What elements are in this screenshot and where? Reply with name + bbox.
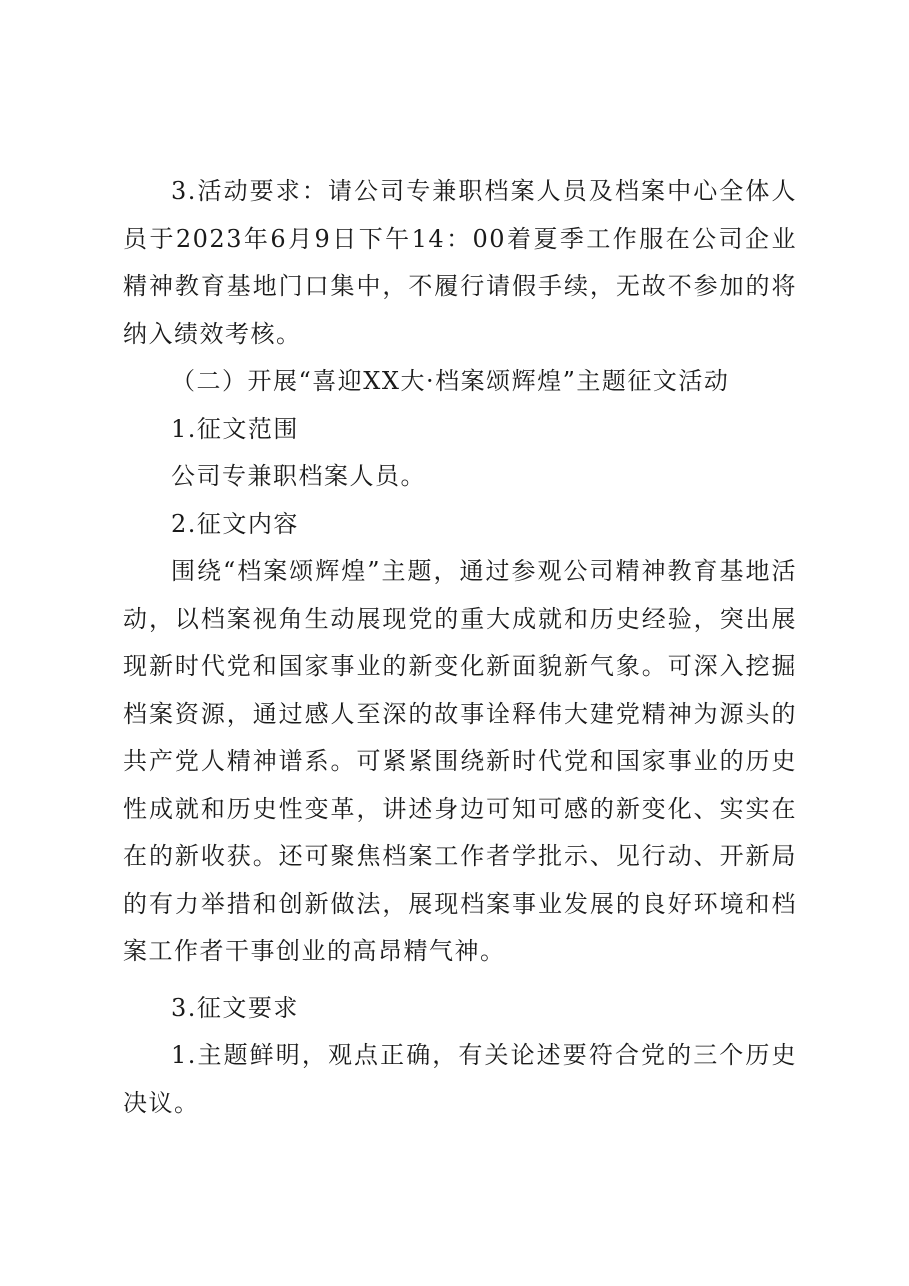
subheading-essay-scope: 1.征文范围	[171, 414, 299, 443]
document-body	[123, 168, 797, 1127]
paragraph-essay-content: 围绕“档案颂辉煌”主题，通过参观公司精神教育基地活动，以档案视角生动展现党的重大成就和历史经验，突出展现新时代党和国家事业的新变化新面貌新气象。可深入挖掘档案资源，通过感人至深的故事诠释伟大建党精神为源头的共产党人精神谱系。可紧紧围绕新时代党和国家事业的历史性成就和历史性变革，讲述身边可知可感的新变化、实实在在的新收获。还可聚焦档案工作者学批示、见行动、开新局的有力举措和创新做法，展现档案事业发展的良好环境和档案工作者干事创业的高昂精气神。	[123, 557, 797, 965]
subheading-essay-requirements: 3.征文要求	[171, 993, 299, 1022]
paragraph-requirement-1: 1.主题鲜明，观点正确，有关论述要符合党的三个历史决议。	[123, 1041, 797, 1117]
paragraph-activity-requirements: 3.活动要求：请公司专兼职档案人员及档案中心全体人员于2023年6月9日下午14：00着夏季工作服在公司企业精神教育基地门口集中，不履行请假手续，无故不参加的将纳入绩效考核。	[123, 177, 797, 348]
paragraph-essay-scope: 公司专兼职档案人员。	[171, 462, 426, 490]
subheading-essay-content: 2.征文内容	[171, 509, 299, 538]
section-heading-essay-activity: （二）开展“喜迎XX大·档案颂辉煌”主题征文活动	[171, 367, 730, 395]
